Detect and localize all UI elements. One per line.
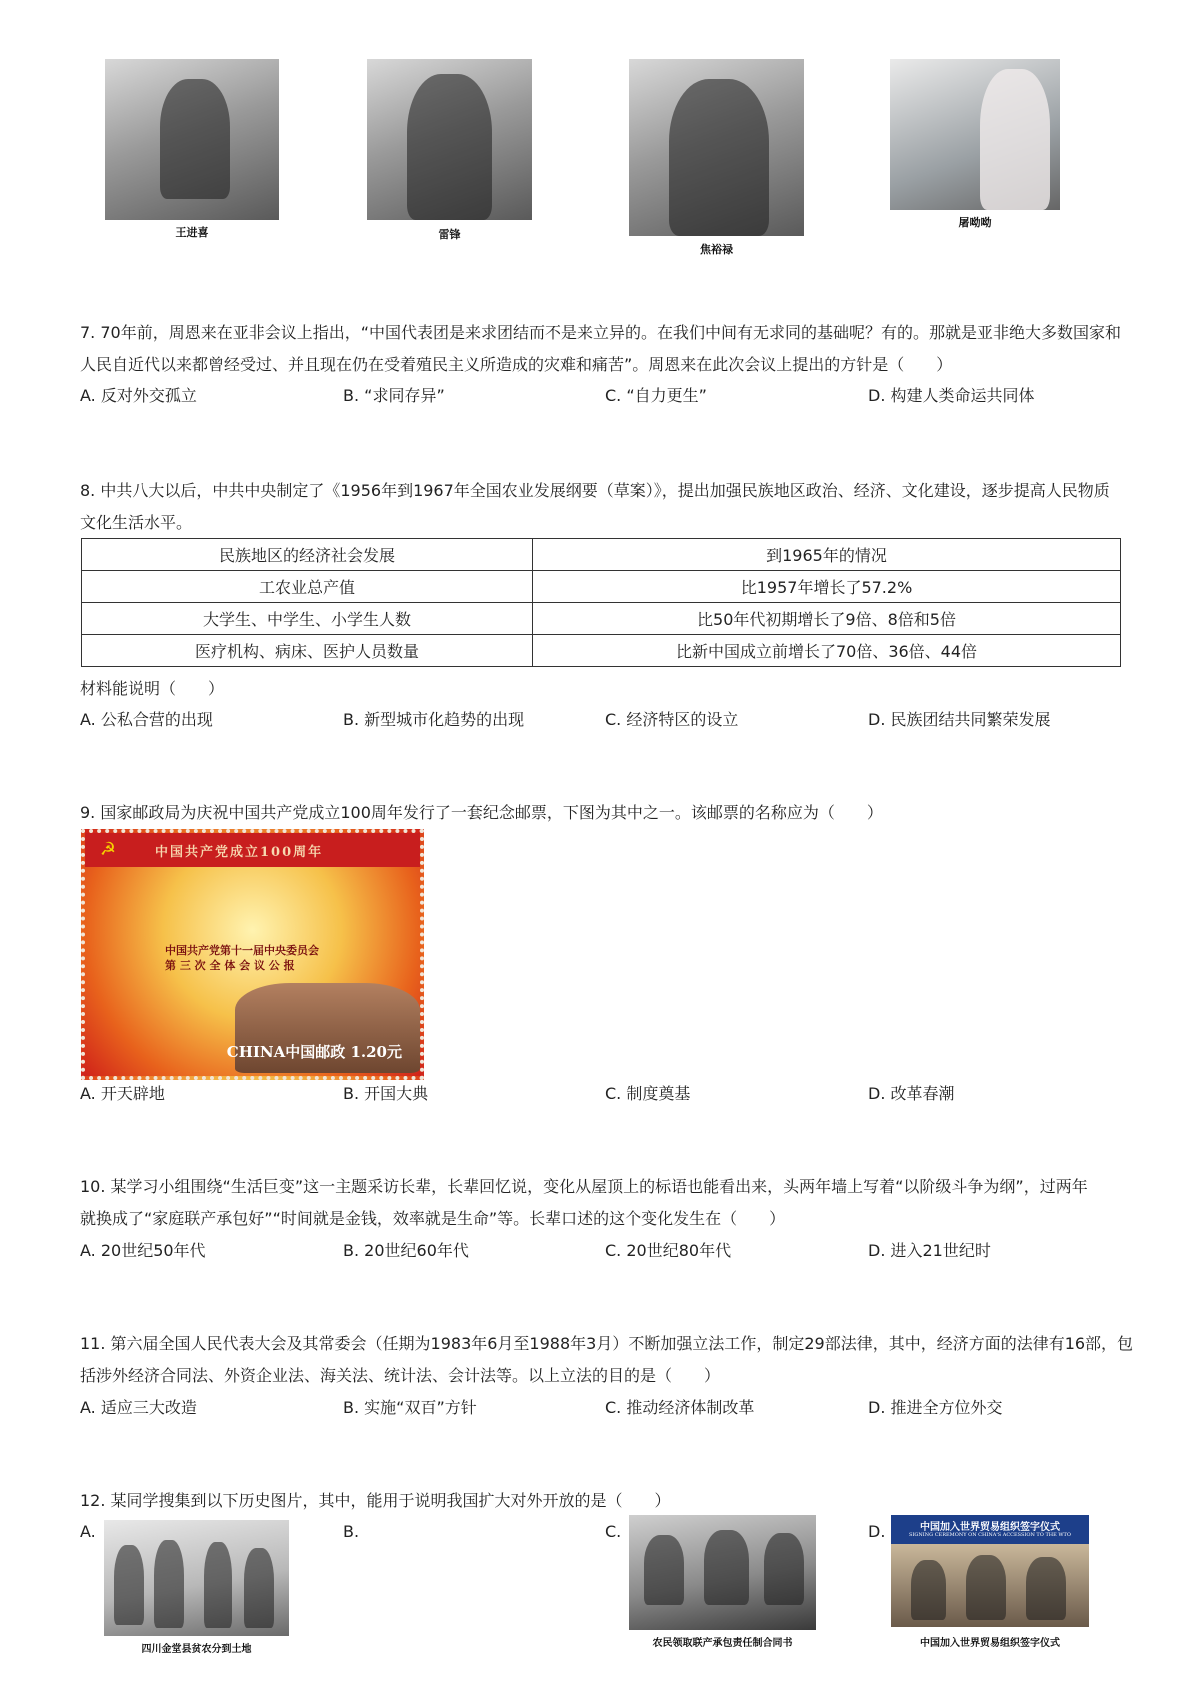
wto-banner-cn: 中国加入世界贸易组织签字仪式 <box>920 1522 1060 1533</box>
option-c[interactable]: C. 经济特区的设立 <box>605 710 739 729</box>
question-7-text: 人民自近代以来都曾经受过、并且现在仍在受着殖民主义所造成的灾难和痛苦”。周恩来在此次会议上提出的方针是（ ） <box>80 355 953 374</box>
option-a-label[interactable]: A. <box>80 1522 96 1541</box>
question-8-text: 8. 中共八大以后，中共中央制定了《1956年到1967年全国农业发展纲要（草案）》，提出加强民族地区政治、经济、文化建设，逐步提高人民物质 <box>80 481 1110 500</box>
option-d[interactable]: D. 进入21世纪时 <box>868 1241 991 1260</box>
table-header-row <box>82 539 1121 571</box>
option-a[interactable]: A. 公私合营的出现 <box>80 710 213 729</box>
photo-caption: 四川金堂县贫农分到土地 <box>141 1644 252 1655</box>
option-c[interactable]: C. 20世纪80年代 <box>605 1241 732 1260</box>
photo-wto-ceremony <box>891 1515 1089 1627</box>
option-b[interactable]: B. 20世纪60年代 <box>343 1241 469 1260</box>
option-c[interactable]: C. 制度奠基 <box>605 1084 691 1103</box>
option-b[interactable]: B. “求同存异” <box>343 386 445 405</box>
question-10-text: 就换成了“家庭联产承包好”“时间就是金钱，效率就是生命”等。长辈口述的这个变化发生在（ ） <box>80 1209 786 1228</box>
table-cell: 医疗机构、病床、医护人员数量 <box>82 635 533 667</box>
photo-caption: 屠呦呦 <box>958 216 992 229</box>
option-a[interactable]: A. 适应三大改造 <box>80 1398 197 1417</box>
photo-contract-signing <box>629 1515 816 1630</box>
photo-jiao-yulu <box>629 59 804 236</box>
table-cell: 比1957年增长了57.2% <box>533 571 1121 603</box>
photo-caption: 王进喜 <box>175 226 209 239</box>
data-table <box>81 538 1121 667</box>
option-d[interactable]: D. 改革春潮 <box>868 1084 955 1103</box>
question-11-text: 括涉外经济合同法、外资企业法、海关法、统计法、会计法等。以上立法的目的是（ ） <box>80 1366 721 1385</box>
photo-land-reform <box>104 1520 289 1636</box>
photo-wang-jinxi <box>105 59 279 220</box>
option-d[interactable]: D. 推进全方位外交 <box>868 1398 1003 1417</box>
photo-caption: 农民领取联产承包责任制合同书 <box>652 1638 793 1649</box>
question-12-text: 12. 某同学搜集到以下历史图片，其中，能用于说明我国扩大对外开放的是（ ） <box>80 1491 671 1510</box>
table-row <box>82 635 1121 667</box>
commemorative-stamp <box>81 829 424 1080</box>
option-b-label[interactable]: B. <box>343 1522 360 1541</box>
stamp-denomination: CHINA中国邮政 1.20元 <box>226 1043 402 1061</box>
option-a[interactable]: A. 反对外交孤立 <box>80 386 197 405</box>
table-header-cell: 民族地区的经济社会发展 <box>82 539 533 571</box>
stamp-doc-line: 第 三 次 全 体 会 议 公 报 <box>165 959 295 972</box>
question-11-text: 11. 第六届全国人民代表大会及其常委会（任期为1983年6月至1988年3月）不断加强立法工作，制定29部法律，其中，经济方面的法律有16部，包 <box>80 1334 1134 1353</box>
party-emblem-icon: ☭ <box>99 839 117 860</box>
question-8-prompt: 材料能说明（ ） <box>80 679 225 698</box>
option-c-label[interactable]: C. <box>605 1522 622 1541</box>
option-b[interactable]: B. 实施“双百”方针 <box>343 1398 477 1417</box>
table-cell: 比50年代初期增长了9倍、8倍和5倍 <box>533 603 1121 635</box>
photo-tu-youyou <box>890 59 1060 210</box>
wto-banner-en: SIGNING CEREMONY ON CHINA'S ACCESSION TO THE WTO <box>909 1532 1071 1538</box>
table-cell: 比新中国成立前增长了70倍、36倍、44倍 <box>533 635 1121 667</box>
table-row <box>82 603 1121 635</box>
table-cell: 大学生、中学生、小学生人数 <box>82 603 533 635</box>
photo-caption: 雷锋 <box>438 228 461 241</box>
question-8-text: 文化生活水平。 <box>80 513 193 532</box>
photo-caption: 中国加入世界贸易组织签字仪式 <box>920 1638 1060 1649</box>
table-row <box>82 571 1121 603</box>
photo-lei-feng <box>367 59 532 220</box>
option-a[interactable]: A. 20世纪50年代 <box>80 1241 206 1260</box>
stamp-title: 中国共产党成立100周年 <box>155 845 324 860</box>
question-10-text: 10. 某学习小组围绕“生活巨变”这一主题采访长辈，长辈回忆说，变化从屋顶上的标语也能看出来，头两年墙上写着“以阶级斗争为纲”，过两年 <box>80 1177 1088 1196</box>
stamp-document-text <box>165 943 424 973</box>
table-header-cell: 到1965年的情况 <box>533 539 1121 571</box>
option-d-label[interactable]: D. <box>868 1522 886 1541</box>
option-c[interactable]: C. 推动经济体制改革 <box>605 1398 755 1417</box>
option-d[interactable]: D. 民族团结共同繁荣发展 <box>868 710 1051 729</box>
option-b[interactable]: B. 新型城市化趋势的出现 <box>343 710 525 729</box>
option-b[interactable]: B. 开国大典 <box>343 1084 429 1103</box>
option-c[interactable]: C. “自力更生” <box>605 386 707 405</box>
question-9-text: 9. 国家邮政局为庆祝中国共产党成立100周年发行了一套纪念邮票，下图为其中之一。该邮票的名称应为（ ） <box>80 803 883 822</box>
question-7-text: 7. 70年前，周恩来在亚非会议上指出，“中国代表团是来求团结而不是来立异的。在我们中间有无求同的基础呢？有的。那就是亚非绝大多数国家和 <box>80 323 1122 342</box>
stamp-doc-line: 中国共产党第十一届中央委员会 <box>165 944 319 957</box>
option-a[interactable]: A. 开天辟地 <box>80 1084 165 1103</box>
table-cell: 工农业总产值 <box>82 571 533 603</box>
option-d[interactable]: D. 构建人类命运共同体 <box>868 386 1035 405</box>
photo-caption: 焦裕禄 <box>700 243 733 256</box>
